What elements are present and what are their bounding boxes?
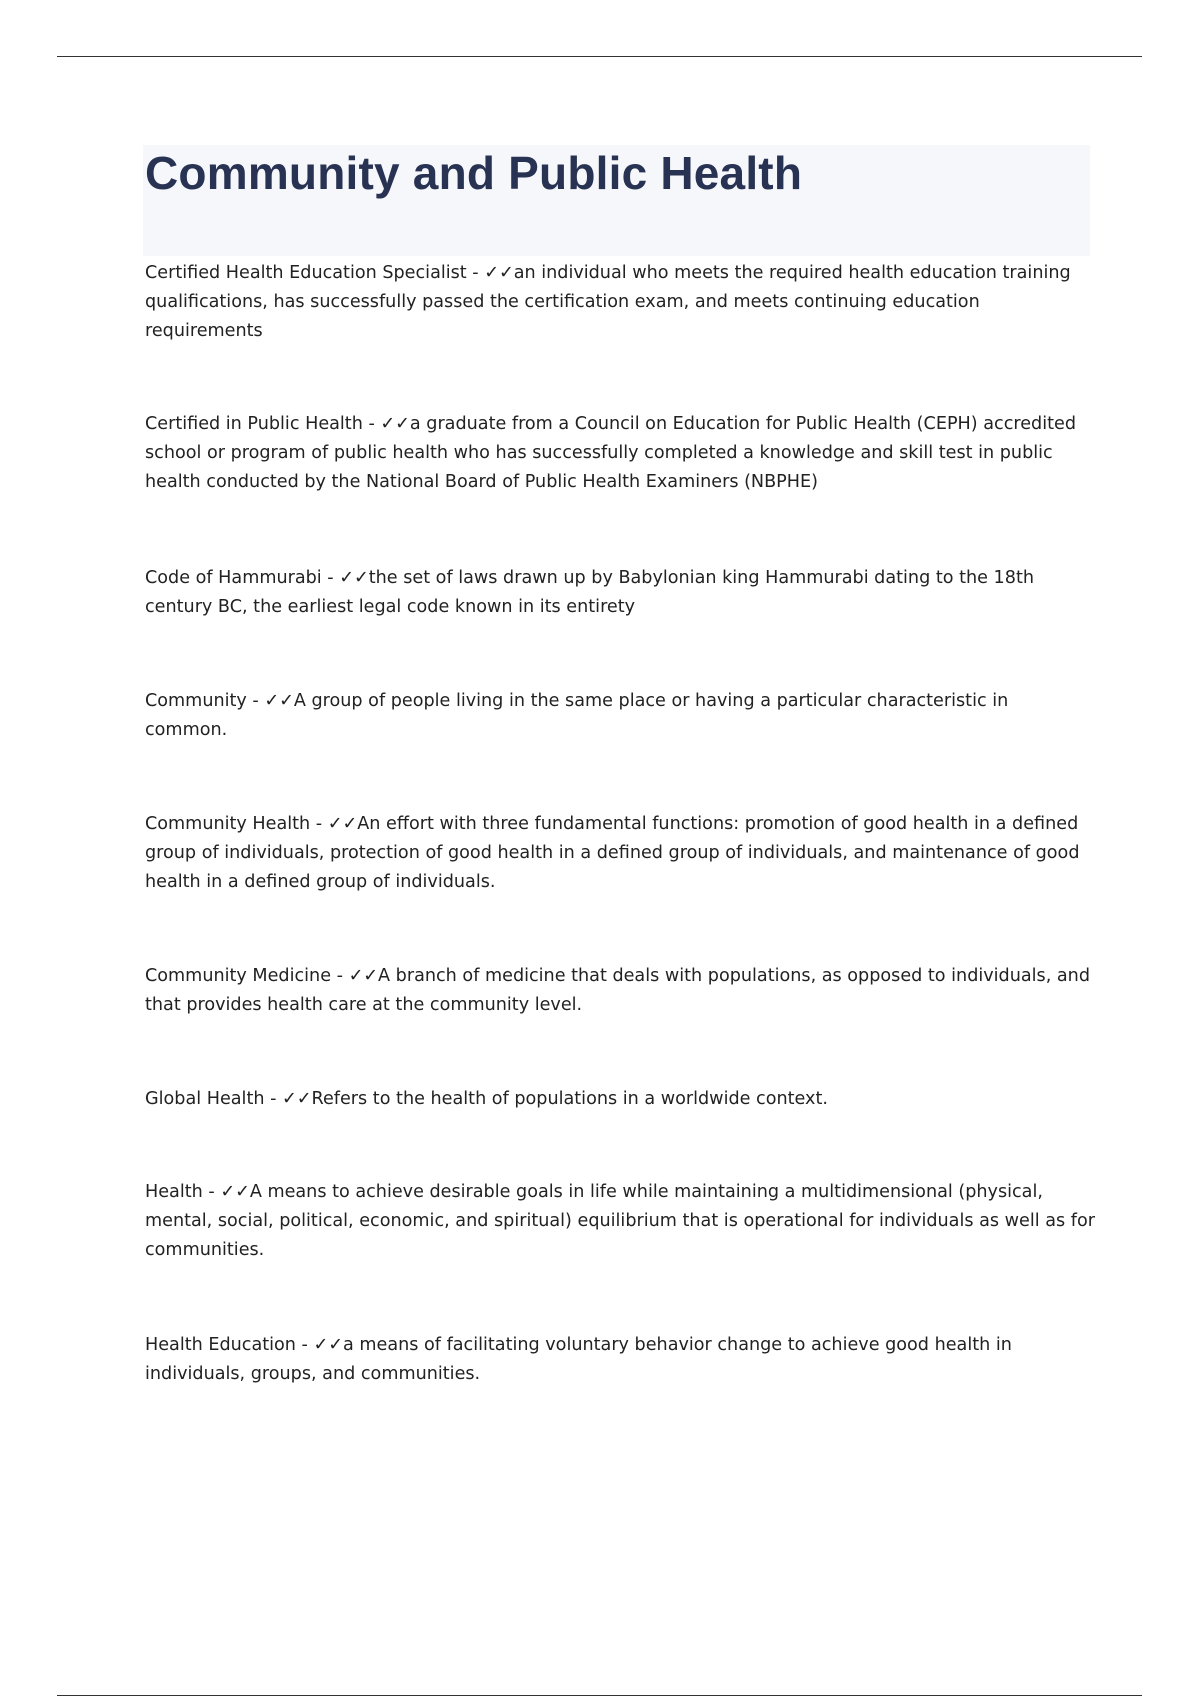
entry-term: Health Education xyxy=(145,1335,296,1355)
entry-definition: A branch of medicine that deals with populations, as opposed to individuals, and that provides health care at the community level. xyxy=(145,966,1091,1015)
double-check-icon: ✓✓ xyxy=(264,691,294,711)
entry-definition: a graduate from a Council on Education for Public Health (CEPH) accredited school or program of public health who has successfully completed a knowledge and skill test in public health conducted by the National Board of Public Health Examiners (NBPHE) xyxy=(145,414,1076,492)
double-check-icon: ✓✓ xyxy=(348,966,379,986)
entry-definition: an individual who meets the required health education training qualifications, has successfully passed the certification exam, and meets continuing education requirements xyxy=(145,263,1071,341)
entry-term: Certified in Public Health xyxy=(145,414,363,434)
entry-term: Health xyxy=(145,1182,203,1202)
entry-definition: A group of people living in the same place or having a particular characteristic in common. xyxy=(145,691,1009,740)
entry-definition: Refers to the health of populations in a worldwide context. xyxy=(311,1089,828,1109)
glossary-entry: Community - ✓✓A group of people living in the same place or having a particular characteristic in common. xyxy=(145,691,1009,740)
bottom-divider xyxy=(57,1695,1142,1696)
glossary-entry: Health Education - ✓✓a means of facilitating voluntary behavior change to achieve good health in individuals, groups, and communities. xyxy=(145,1335,1012,1384)
glossary-entry: Code of Hammurabi - ✓✓the set of laws drawn up by Babylonian king Hammurabi dating to the 18th century BC, the earliest legal code known in its entirety xyxy=(145,568,1034,617)
entry-term: Community Health xyxy=(145,814,311,834)
entry-definition: the set of laws drawn up by Babylonian king Hammurabi dating to the 18th century BC, the earliest legal code known in its entirety xyxy=(145,568,1034,617)
entry-term: Community Medicine xyxy=(145,966,332,986)
entry-term: Community xyxy=(145,691,247,711)
entry-definition: A means to achieve desirable goals in life while maintaining a multidimensional (physical, mental, social, political, economic, and spiritual) equilibrium that is operational for individuals as well as for communities. xyxy=(145,1182,1095,1260)
double-check-icon: ✓✓ xyxy=(313,1335,343,1355)
entry-term: Global Health xyxy=(145,1089,265,1109)
glossary-entry: Health - ✓✓A means to achieve desirable goals in life while maintaining a multidimensional (physical, mental, social, political, economic, and spiritual) equilibrium that is operational for individuals as well as for communities. xyxy=(145,1182,1095,1260)
entry-term: Code of Hammurabi xyxy=(145,568,322,588)
glossary-entry: Community Health - ✓✓An effort with three fundamental functions: promotion of good health in a defined group of individuals, protection of good health in a defined group of individuals, and maintenance of good health in a defined group of individuals. xyxy=(145,814,1080,892)
entry-term: Certified Health Education Specialist xyxy=(145,263,467,283)
double-check-icon: ✓✓ xyxy=(282,1089,312,1109)
entry-definition: a means of facilitating voluntary behavior change to achieve good health in individuals, groups, and communities. xyxy=(145,1335,1012,1384)
double-check-icon: ✓✓ xyxy=(327,814,358,834)
glossary-entry: Global Health - ✓✓Refers to the health of populations in a worldwide context. xyxy=(145,1089,828,1109)
double-check-icon: ✓✓ xyxy=(339,568,369,588)
glossary-entry: Certified in Public Health - ✓✓a graduate from a Council on Education for Public Health (CEPH) accredited school or program of public health who has successfully completed a knowledge and skill test in public health conducted by the National Board of Public Health Examiners (NBPHE) xyxy=(145,414,1076,492)
glossary-entry: Community Medicine - ✓✓A branch of medicine that deals with populations, as opposed to individuals, and that provides health care at the community level. xyxy=(145,966,1091,1015)
double-check-icon: ✓✓ xyxy=(380,414,410,434)
top-divider xyxy=(57,56,1142,57)
glossary-entry: Certified Health Education Specialist - ✓✓an individual who meets the required health education training qualifications, has successfully passed the certification exam, and meets continuing education requirements xyxy=(145,263,1071,341)
document-title: Community and Public Health xyxy=(145,147,803,199)
double-check-icon: ✓✓ xyxy=(484,263,514,283)
double-check-icon: ✓✓ xyxy=(220,1182,250,1202)
entry-definition: An effort with three fundamental functions: promotion of good health in a defined group of individuals, protection of good health in a defined group of individuals, and maintenance of good health in a defined group of individuals. xyxy=(145,814,1080,892)
